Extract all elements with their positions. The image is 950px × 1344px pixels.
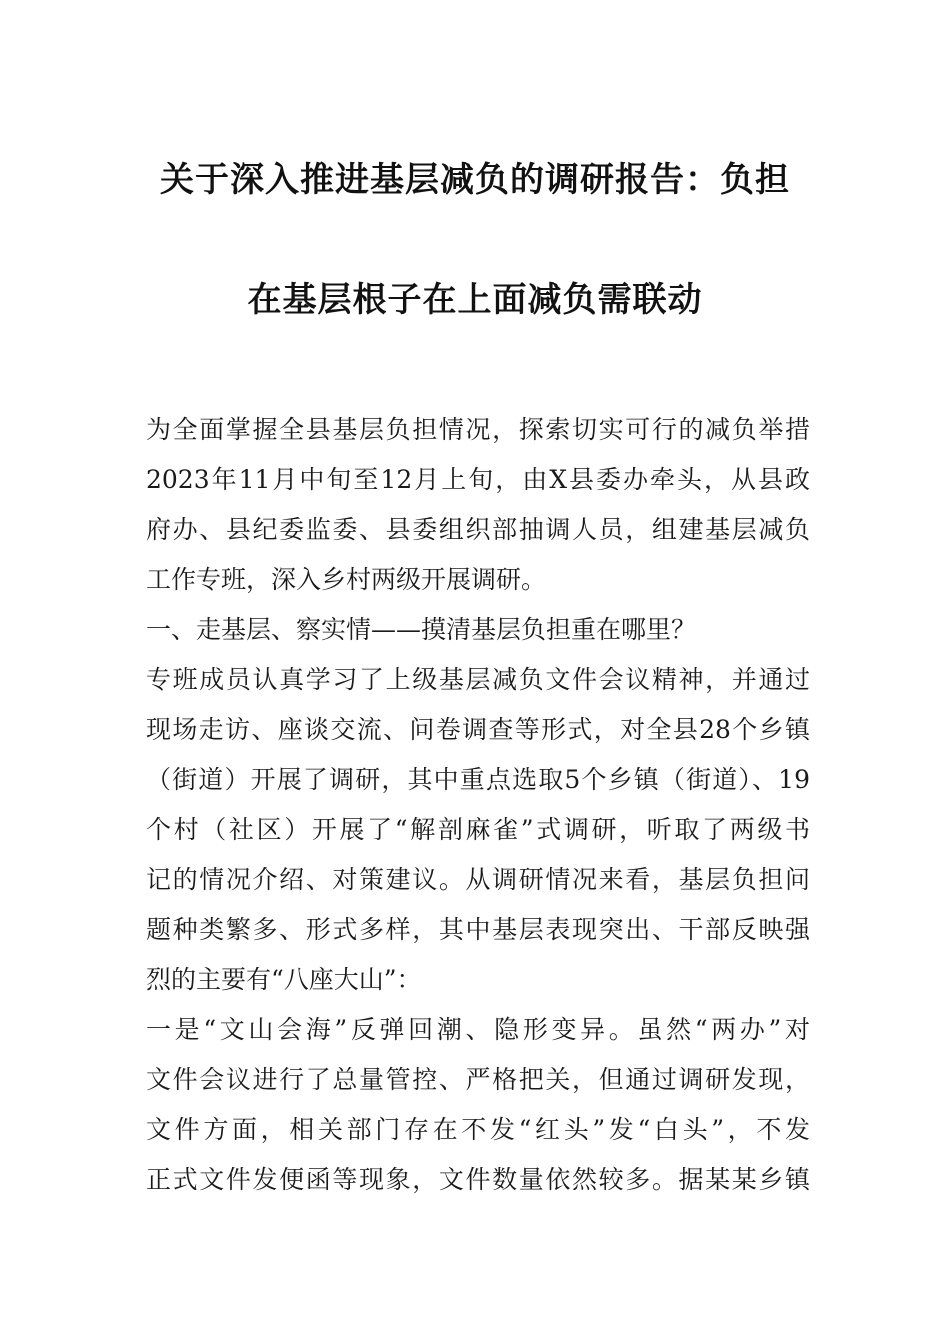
body-line: 文件会议进行了总量管控、严格把关，但通过调研发现，	[146, 1065, 810, 1094]
body-line: 记的情况介绍、对策建议。从调研情况来看，基层负担问	[146, 865, 810, 894]
body-line: 府办、县纪委监委、县委组织部抽调人员，组建基层减负	[146, 515, 810, 544]
body-line: 一是“文山会海”反弹回潮、隐形变异。虽然“两办”对	[146, 1015, 810, 1044]
body-line: 题种类繁多、形式多样，其中基层表现突出、干部反映强	[146, 915, 810, 944]
body-line: 现场走访、座谈交流、问卷调查等形式，对全县28个乡镇	[146, 715, 810, 744]
section-heading: 一、走基层、察实情——摸清基层负担重在哪里？	[146, 615, 697, 644]
body-line: 专班成员认真学习了上级基层减负文件会议精神，并通过	[146, 665, 810, 694]
body-line: 2023年11月中旬至12月上旬，由X县委办牵头，从县政	[146, 465, 810, 494]
body-line: （街道）开展了调研，其中重点选取5个乡镇（街道）、19	[146, 765, 810, 794]
body-line: 为全面掌握全县基层负担情况，探索切实可行的减负举措	[146, 415, 810, 444]
document-title-line-2: 在基层根子在上面减负需联动	[247, 280, 703, 320]
body-line: 文件方面，相关部门存在不发“红头”发“白头”，不发	[146, 1115, 810, 1144]
body-line: 烈的主要有“八座大山”：	[146, 965, 422, 994]
body-line: 工作专班，深入乡村两级开展调研。	[146, 565, 547, 594]
body-line: 个村（社区）开展了“解剖麻雀”式调研，听取了两级书	[146, 815, 810, 844]
document-title-line-1: 关于深入推进基层减负的调研报告：负担	[160, 160, 790, 200]
body-line: 正式文件发便函等现象，文件数量依然较多。据某某乡镇	[146, 1165, 810, 1194]
